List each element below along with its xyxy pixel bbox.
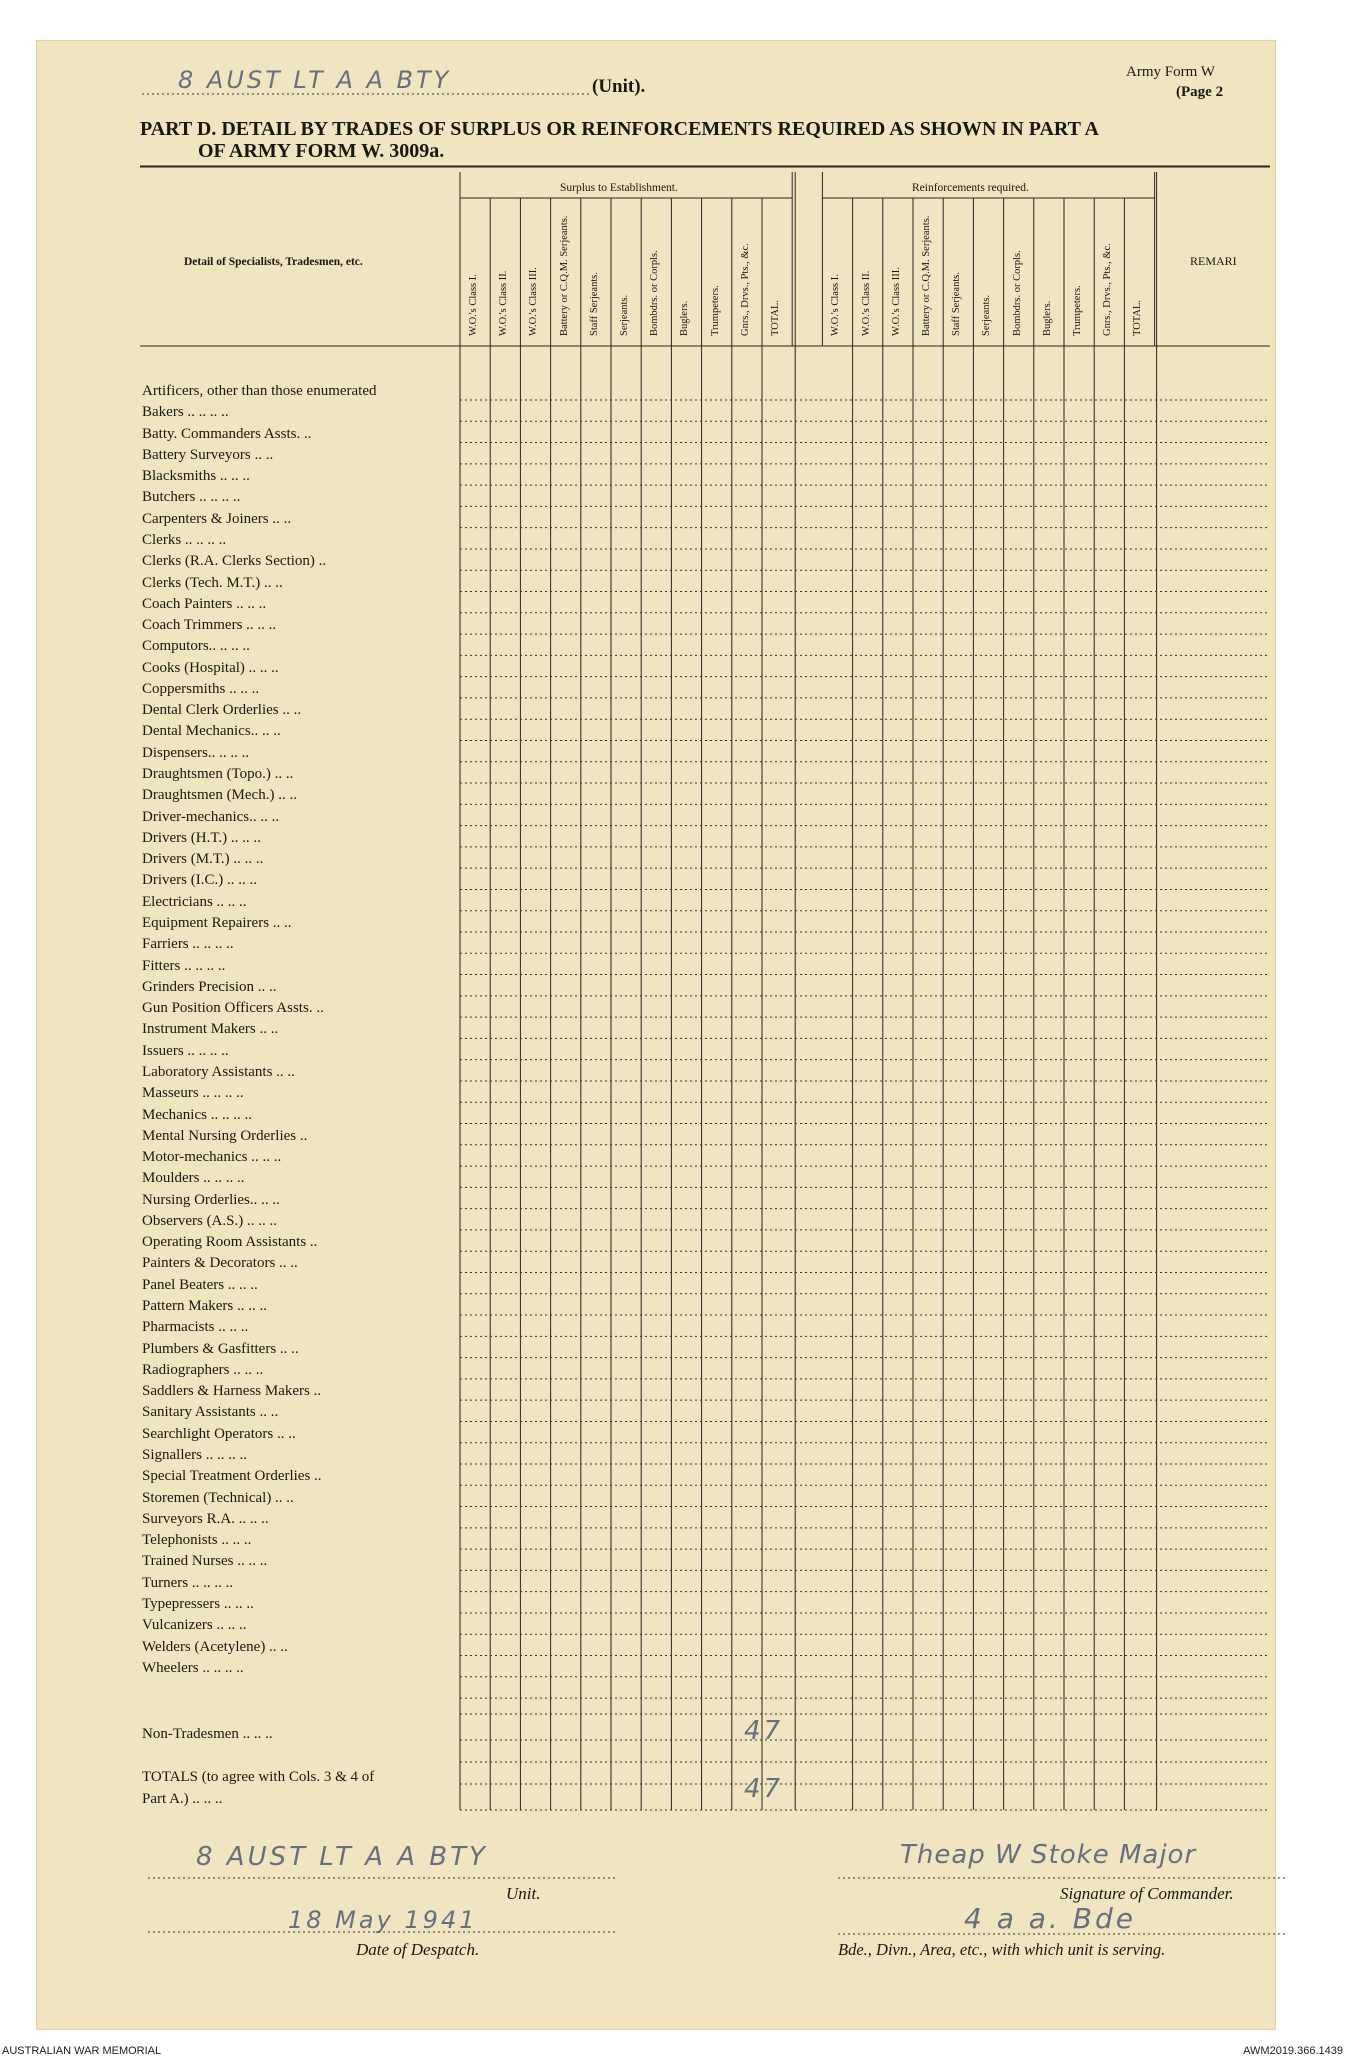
trade-row-label: Coach Painters .. .. .. xyxy=(142,595,267,612)
trade-row-label: Pharmacists .. .. .. xyxy=(142,1319,249,1336)
form-title-line2: OF ARMY FORM W. 3009a. xyxy=(198,140,445,162)
signature-label: Signature of Commander. xyxy=(1060,1884,1234,1903)
brigade-label: Bde., Divn., Area, etc., with which unit is serving. xyxy=(838,1940,1166,1959)
trade-row-label: Coppersmiths .. .. .. xyxy=(142,680,260,697)
surplus-column-header: W.O.'s Class II. xyxy=(498,270,510,336)
surplus-column-header: Buglers. xyxy=(679,300,691,336)
trade-row-label: Welders (Acetylene) .. .. xyxy=(142,1638,288,1655)
trade-row-label: Clerks .. .. .. .. xyxy=(142,531,227,548)
trade-row-label: Fitters .. .. .. .. xyxy=(142,957,226,974)
trade-row-label: Turners .. .. .. .. xyxy=(142,1574,234,1591)
reinforcement-column-header: W.O.'s Class III. xyxy=(890,267,902,336)
surplus-column-header: W.O.'s Class III. xyxy=(528,267,540,336)
credit-right: AWM2019.366.1439 xyxy=(1243,2045,1343,2057)
trade-row-label: Draughtsmen (Topo.) .. .. xyxy=(142,766,294,783)
surplus-column-header: Bombdrs. or Corpls. xyxy=(649,250,661,336)
surplus-column-header: Battery or C.Q.M. Serjeants. xyxy=(558,215,570,336)
trade-row-label: Surveyors R.A. .. .. .. xyxy=(142,1510,269,1527)
trade-row-label: Driver-mechanics.. .. .. xyxy=(142,808,280,825)
surplus-column-header: Serjeants. xyxy=(619,294,630,336)
trade-row-label: Gun Position Officers Assts. .. xyxy=(142,1000,324,1017)
trade-row-label: Equipment Repairers .. .. xyxy=(142,915,292,931)
totals-value: 47 xyxy=(744,1774,784,1804)
brigade-handwritten: 4 a a. Bde xyxy=(964,1902,1136,1935)
trade-row-label: Nursing Orderlies.. .. .. xyxy=(142,1191,280,1208)
trade-row-label: Electricians .. .. .. xyxy=(142,893,247,910)
reinforcement-column-header: Bombdrs. or Corpls. xyxy=(1011,250,1023,336)
trade-row-label: Drivers (H.T.) .. .. .. xyxy=(142,829,261,846)
trade-row-label: Storemen (Technical) .. .. xyxy=(142,1489,294,1506)
footer-unit-handwritten: 8 AUST LT A A BTY xyxy=(196,1842,488,1872)
trade-row-label: Dispensers.. .. .. .. xyxy=(142,744,250,761)
date-label: Date of Despatch. xyxy=(356,1940,480,1959)
footer-unit-line xyxy=(148,1876,618,1880)
date-handwritten: 18 May 1941 xyxy=(288,1906,478,1934)
trade-row-label: Laboratory Assistants .. .. xyxy=(142,1063,295,1080)
date-line xyxy=(148,1930,618,1934)
trade-row-label: Drivers (M.T.) .. .. .. xyxy=(142,851,264,868)
trade-row-label: Trained Nurses .. .. .. xyxy=(142,1553,268,1570)
reinforcement-column-header: W.O.'s Class I. xyxy=(830,274,842,336)
trade-row-label: Plumbers & Gasfitters .. .. xyxy=(142,1340,299,1357)
totals-label-line2: Part A.) .. .. .. xyxy=(142,1791,223,1807)
trade-row-label: Vulcanizers .. .. .. xyxy=(142,1617,247,1634)
trade-row-label: Draughtsmen (Mech.) .. .. xyxy=(142,787,297,804)
surplus-column-header: Staff Serjeants. xyxy=(588,272,600,336)
trade-row-label: Special Treatment Orderlies .. xyxy=(142,1468,322,1485)
surplus-group-header: Surplus to Establishment. xyxy=(560,182,678,194)
reinforcement-column-header: W.O.'s Class II. xyxy=(860,270,872,336)
reinforcement-column-header: Trumpeters. xyxy=(1072,285,1083,336)
reinforcement-column-header: Battery or C.Q.M. Serjeants. xyxy=(921,215,932,336)
signature-line xyxy=(838,1876,1286,1880)
trade-row-label: Wheelers .. .. .. .. xyxy=(142,1659,244,1676)
detail-column-header: Detail of Specialists, Tradesmen, etc. xyxy=(184,256,363,268)
unit-handwritten: 8 AUST LT A A BTY xyxy=(178,66,452,94)
trade-row-label: Mental Nursing Orderlies .. xyxy=(142,1127,308,1144)
army-form-number: Army Form W xyxy=(1126,64,1215,80)
trade-row-label: Saddlers & Harness Makers .. xyxy=(142,1383,322,1400)
reinforcement-column-header: Buglers. xyxy=(1041,300,1053,336)
trade-row-label: Blacksmiths .. .. .. xyxy=(142,468,250,485)
trade-row-label: Battery Surveyors .. .. xyxy=(142,446,274,463)
commander-signature: Theap W Stoke Major xyxy=(900,1840,1197,1870)
trade-row-label: Artificers, other than those enumerated xyxy=(142,383,377,399)
trade-row-label: Computors.. .. .. .. xyxy=(142,638,250,655)
trade-row-label: Radiographers .. .. .. xyxy=(142,1361,264,1378)
trade-row-label: Motor-mechanics .. .. .. xyxy=(142,1149,282,1166)
trade-row-label: Cooks (Hospital) .. .. .. xyxy=(142,659,279,676)
trade-row-label: Operating Room Assistants .. xyxy=(142,1234,318,1251)
trade-row-label: Telephonists .. .. .. xyxy=(142,1532,252,1549)
trade-row-label: Grinders Precision .. .. xyxy=(142,978,277,995)
trade-row-label: Signallers .. .. .. .. xyxy=(142,1447,247,1463)
surplus-column-header: TOTAL. xyxy=(770,299,781,336)
reinforcement-column-header: Serjeants. xyxy=(981,294,993,336)
trade-row-label: Painters & Decorators .. .. xyxy=(142,1255,298,1272)
form-title-line1: PART D. DETAIL BY TRADES OF SURPLUS OR REINFORCEMENTS REQUIRED AS SHOWN IN PART A xyxy=(140,118,1099,140)
trade-row-label: Observers (A.S.) .. .. .. xyxy=(142,1212,277,1229)
trade-row-label: Bakers .. .. .. .. xyxy=(142,404,229,421)
trade-row-label: Masseurs .. .. .. .. xyxy=(142,1085,244,1102)
trade-row-label: Searchlight Operators .. .. xyxy=(142,1425,296,1442)
trade-row-label: Panel Beaters .. .. .. xyxy=(142,1276,258,1293)
trade-row-label: Clerks (R.A. Clerks Section) .. xyxy=(142,553,327,570)
trade-row-label: Typepressers .. .. .. xyxy=(142,1595,254,1612)
non-tradesmen-value: 47 xyxy=(744,1716,784,1746)
trade-row-label: Pattern Makers .. .. .. xyxy=(142,1298,267,1315)
trade-row-label: Clerks (Tech. M.T.) .. .. xyxy=(142,574,283,591)
trade-row-label: Issuers .. .. .. .. xyxy=(142,1042,229,1059)
unit-label: (Unit). xyxy=(592,76,646,97)
trade-row-label: Dental Mechanics.. .. .. xyxy=(142,723,281,740)
totals-label-line1: TOTALS (to agree with Cols. 3 & 4 of xyxy=(142,1769,375,1785)
trade-row-label: Mechanics .. .. .. .. xyxy=(142,1106,252,1123)
reinforcement-column-header: Gnrs., Drvs., Pts., &c. xyxy=(1102,243,1114,336)
credit-left: AUSTRALIAN WAR MEMORIAL xyxy=(2,2045,162,2057)
non-tradesmen-label: Non-Tradesmen .. .. .. xyxy=(142,1726,273,1742)
reinforcements-group-header: Reinforcements required. xyxy=(912,182,1029,194)
trade-row-label: Farriers .. .. .. .. xyxy=(142,936,234,953)
remarks-header: REMARI xyxy=(1190,254,1237,268)
trade-row-label: Moulders .. .. .. .. xyxy=(142,1170,245,1187)
reinforcement-column-header: Staff Serjeants. xyxy=(951,272,963,336)
footer-unit-label: Unit. xyxy=(506,1884,541,1903)
trade-row-label: Drivers (I.C.) .. .. .. xyxy=(142,872,257,889)
trade-row-label: Sanitary Assistants .. .. xyxy=(142,1404,279,1421)
reinforcement-column-header: TOTAL. xyxy=(1132,299,1144,336)
trade-row-label: Butchers .. .. .. .. xyxy=(142,489,241,506)
trade-row-label: Carpenters & Joiners .. .. xyxy=(142,510,292,527)
trade-row-label: Instrument Makers .. .. xyxy=(142,1021,279,1038)
trade-row-label: Batty. Commanders Assts. .. xyxy=(142,425,312,442)
trade-row-label: Coach Trimmers .. .. .. xyxy=(142,617,277,634)
page-number: (Page 2 xyxy=(1176,84,1224,100)
surplus-column-header: W.O.'s Class I. xyxy=(468,274,479,336)
trade-row-label: Dental Clerk Orderlies .. .. xyxy=(142,702,302,719)
surplus-column-header: Trumpeters. xyxy=(709,285,721,336)
surplus-column-header: Gnrs., Drvs., Pts., &c. xyxy=(739,243,751,336)
brigade-line xyxy=(838,1932,1286,1936)
